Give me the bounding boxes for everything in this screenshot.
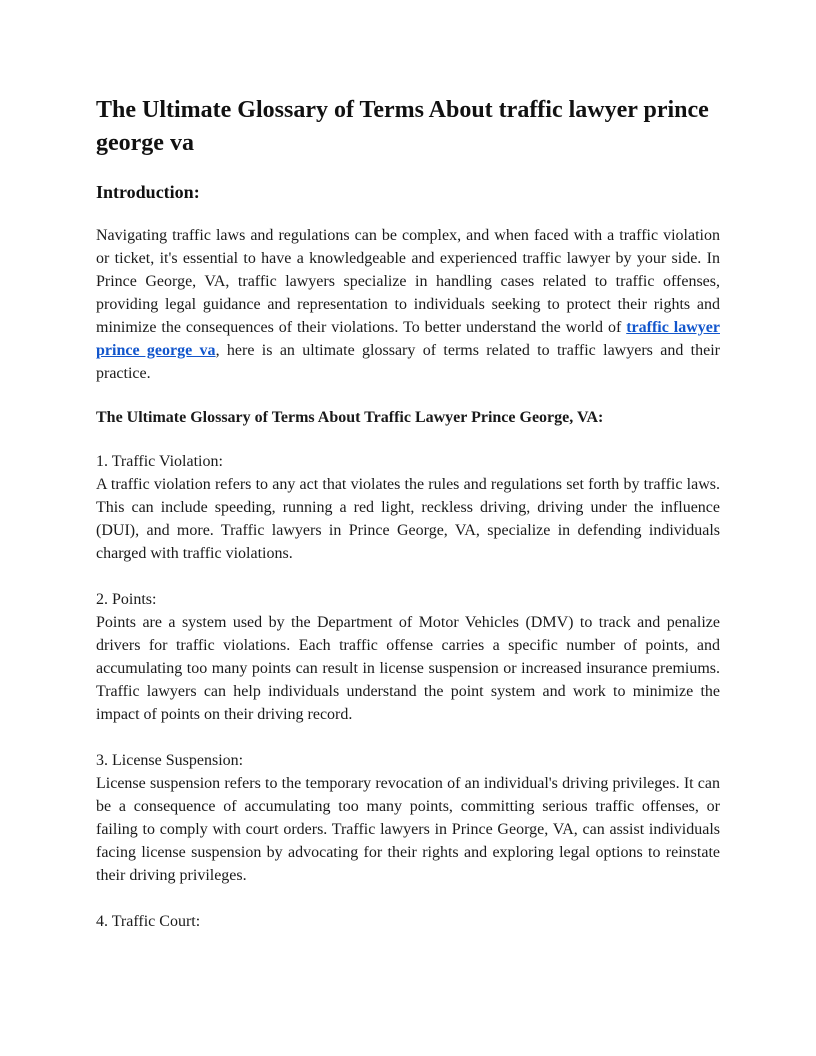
term-body: License suspension refers to the temporary revocation of an individual's driving privileges. It can be a consequence of accumulating too many points, committing serious traffic offenses, or failing to comply with court orders. Traffic lawyers in Prince George, VA, can assist individuals facing license suspension by advocating for their rights and exploring legal options to reinstate their driving privileges. [96,775,720,884]
term-1 [96,450,720,565]
term-title: 1. Traffic Violation: [96,453,223,470]
term-title: 4. Traffic Court: [96,913,201,930]
document-title: The Ultimate Glossary of Terms About traffic lawyer prince george va [96,97,709,156]
document-page [96,94,720,933]
term-body: A traffic violation refers to any act that violates the rules and regulations set forth by traffic laws. This can include speeding, running a red light, reckless driving, driving under the influence (DUI), and more. Traffic lawyers in Prince George, VA, specialize in defending individuals charged with traffic violations. [96,476,720,562]
term-2 [96,588,720,726]
term-4 [96,910,720,933]
term-title: 2. Points: [96,591,157,608]
term-body: Points are a system used by the Department of Motor Vehicles (DMV) to track and penalize drivers for traffic violations. Each traffic offense carries a specific number of points, and accumulating too many points can result in license suspension or increased insurance premiums. Traffic lawyers can help individuals understand the point system and work to minimize the impact of points on their driving record. [96,614,720,723]
intro-text-before-link: Navigating traffic laws and regulations can be complex, and when faced with a traffic violation or ticket, it's essential to have a knowledgeable and experienced traffic lawyer by your side. In Prince George, VA, traffic lawyers specialize in handling cases related to traffic offenses, providing legal guidance and representation to individuals seeking to protect their rights and minimize the consequences of their violations. To better understand the world of [96,227,720,336]
term-title: 3. License Suspension: [96,752,244,769]
intro-paragraph [96,224,720,385]
term-3 [96,749,720,887]
intro-heading: Introduction: [96,182,200,202]
traffic-lawyer-link[interactable]: traffic lawyer prince george va [96,319,720,359]
intro-text-after-link: , here is an ultimate glossary of terms related to traffic lawyers and their practice. [96,342,721,382]
glossary-heading: The Ultimate Glossary of Terms About Traffic Lawyer Prince George, VA: [96,409,604,426]
